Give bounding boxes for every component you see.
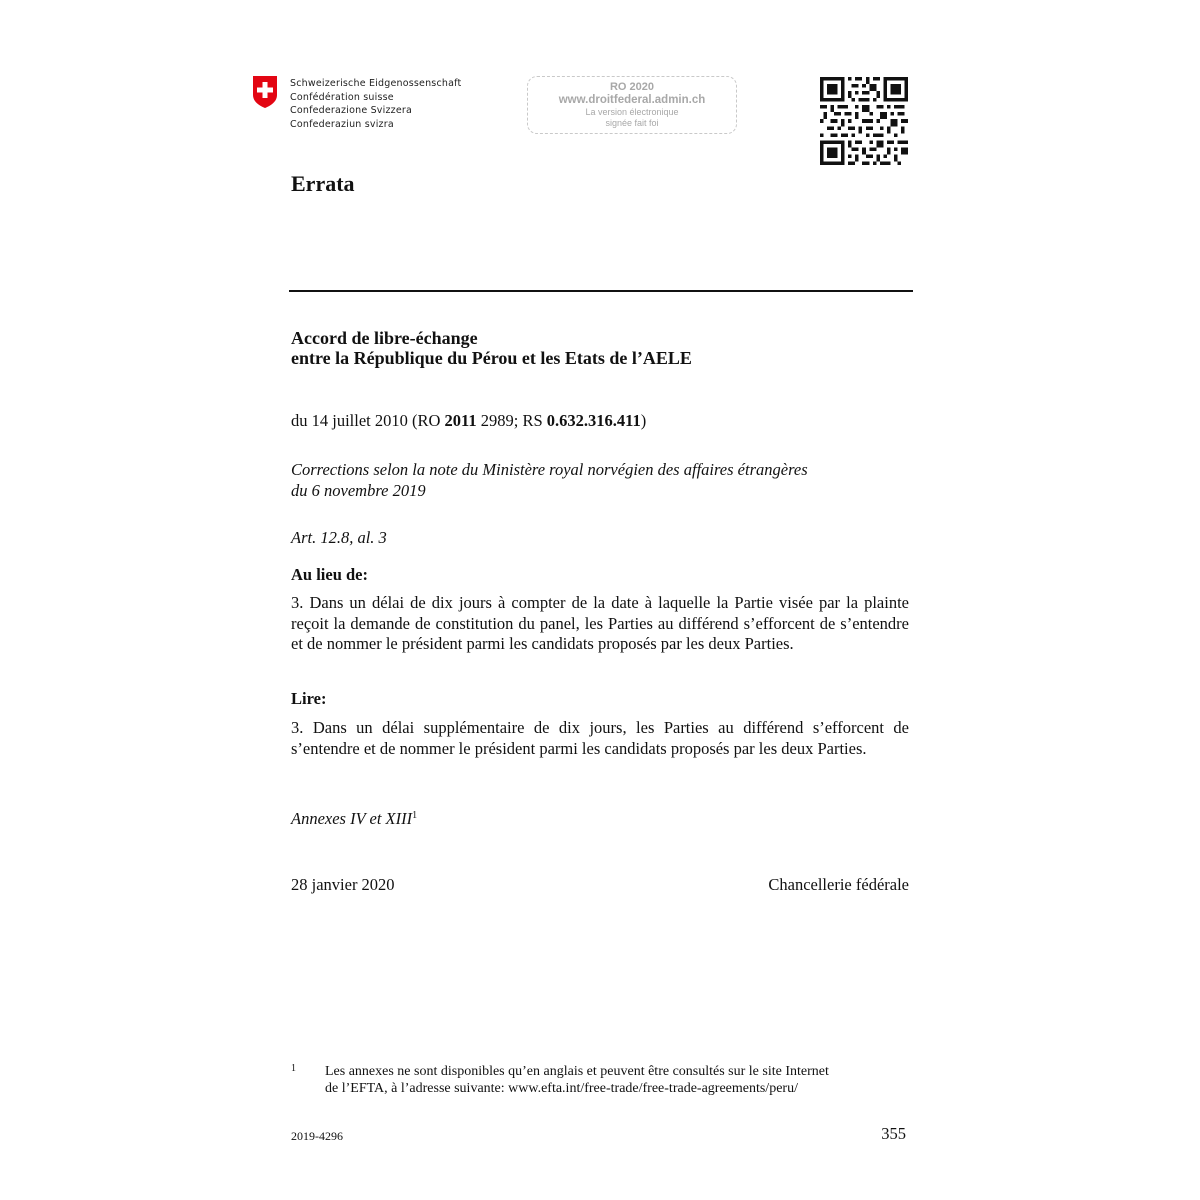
confederation-names: [290, 77, 461, 131]
official-publication-stamp: [527, 76, 737, 134]
rs-number: 0.632.316.411: [546, 411, 641, 430]
footnote-line-2: de l’EFTA, à l’adresse suivante: www.efta.int/free-trade/free-trade-agreements/peru/: [325, 1081, 798, 1096]
agreement-title-line-2: entre la République du Pérou et les Etats de l’AELE: [291, 348, 692, 368]
agreement-title-line-1: Accord de libre-échange: [291, 328, 478, 348]
instead-of-label: Au lieu de:: [291, 565, 369, 584]
original-paragraph: 3. Dans un délai de dix jours à compter de la date à laquelle la Partie visée par la plainte reçoit la demande de constitution du panel, les Parties au différend s’efforcent de s’entendre et de nommer le président parmi les candidats proposés par les deux Parties.: [291, 593, 909, 653]
stamp-note-2: signée fait foi: [605, 118, 659, 128]
heading-divider: [289, 290, 913, 292]
date-suffix: ): [640, 411, 647, 430]
date-prefix: du 14 juillet 2010 (RO: [291, 411, 445, 430]
confederation-line-it: Confederazione Svizzera: [290, 105, 413, 116]
corrections-line-2: du 6 novembre 2019: [291, 480, 426, 500]
corrections-note: [291, 460, 808, 501]
page-number: 355: [881, 1124, 906, 1143]
footnote-ref: 1: [412, 810, 418, 821]
read-label: Lire:: [291, 689, 327, 708]
article-reference: Art. 12.8, al. 3: [291, 528, 387, 547]
ro-year: 2011: [444, 411, 477, 430]
agreement-title: [291, 328, 692, 368]
stamp-ro-year: RO 2020: [609, 81, 655, 93]
document-reference: 2019-4296: [291, 1129, 343, 1143]
confederation-line-rm: Confederaziun svizra: [290, 118, 394, 130]
qr-code-icon: [820, 77, 908, 165]
confederation-line-fr: Confédération suisse: [290, 91, 394, 103]
corrections-line-1: Corrections selon la note du Ministère royal norvégien des affaires étrangères: [291, 460, 808, 479]
annexes-text: Annexes IV et XIII: [291, 809, 413, 828]
swiss-flag-icon: [252, 75, 278, 109]
annexes-reference: [291, 806, 417, 830]
confederation-line-de: Schweizerische Eidgenossenschaft: [290, 78, 462, 89]
ro-page: 2989; RS: [476, 411, 547, 430]
stamp-note-1: La version électronique: [585, 107, 679, 117]
signature-date: 28 janvier 2020: [291, 875, 395, 894]
footnote-line-1: Les annexes ne sont disponibles qu’en anglais et peuvent être consultés sur le site Internet: [325, 1064, 829, 1079]
stamp-url: www.droitfederal.admin.ch: [558, 94, 706, 106]
agreement-date-reference: [291, 411, 646, 432]
corrected-paragraph: 3. Dans un délai supplémentaire de dix jours, les Parties au différend s’efforcent de s’entendre et de nommer le président parmi les candidats proposés par les deux Parties.: [291, 718, 909, 758]
page-title: Errata: [291, 171, 355, 196]
signature-office: Chancellerie fédérale: [768, 875, 909, 894]
footnote-number: 1: [291, 1063, 296, 1074]
footnote-text: [325, 1063, 910, 1097]
